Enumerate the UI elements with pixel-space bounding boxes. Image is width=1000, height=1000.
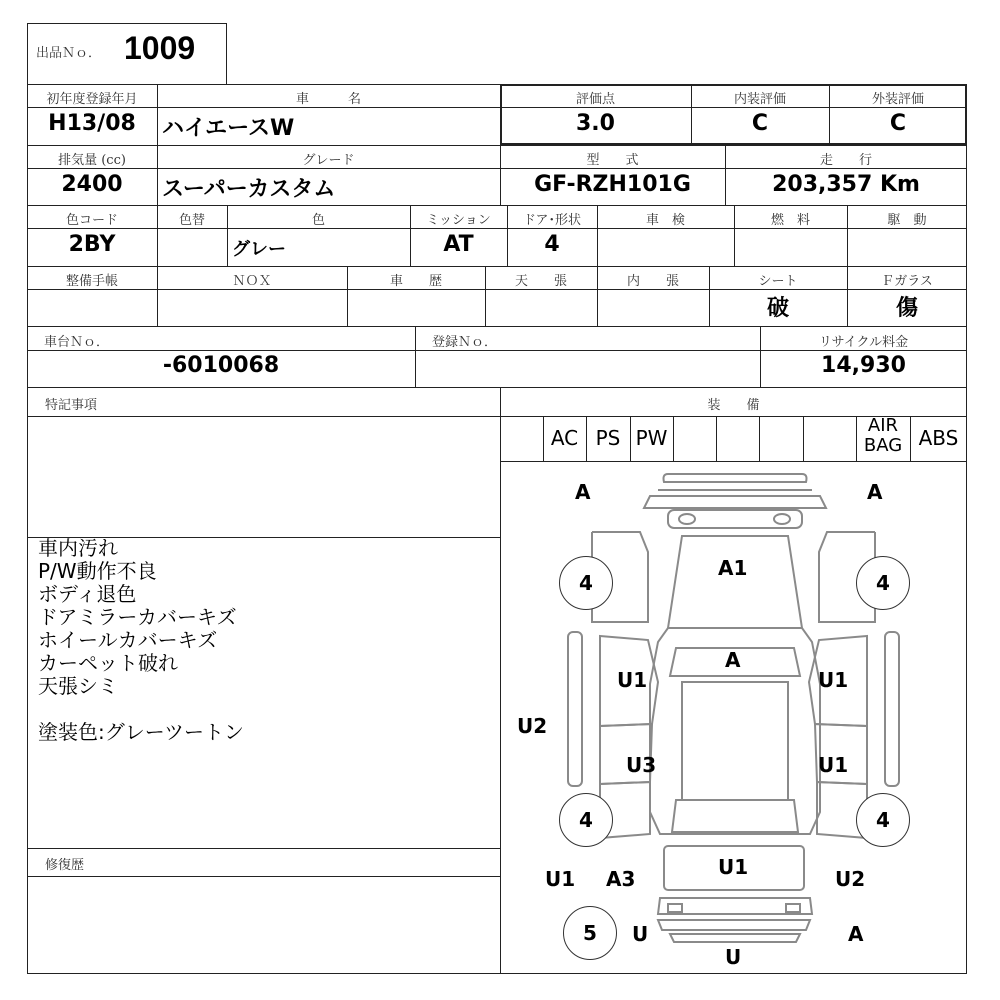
mission-value: AT <box>443 232 474 257</box>
label-model: 型 式 <box>586 153 639 168</box>
label-glass: Ｆガラス <box>881 274 933 289</box>
note-line: カーペット破れ <box>38 651 178 675</box>
label-doors: ドア･形状 <box>522 213 582 228</box>
damage-rear-left2: A3 <box>606 867 636 891</box>
divider <box>27 168 967 169</box>
car-diagram <box>500 462 967 974</box>
divider <box>803 416 804 461</box>
tire-spare: 5 <box>563 906 617 960</box>
label-color-change: 色替 <box>178 213 205 228</box>
divider <box>27 387 967 388</box>
note-line: 天張シミ <box>38 674 118 698</box>
label-color-code: 色コード <box>65 213 118 228</box>
label-car-name: 車 名 <box>295 92 361 107</box>
label-headliner: 内 張 <box>626 274 679 289</box>
first-reg-value: H13/08 <box>48 111 136 136</box>
damage-bumper-bottom: U <box>725 945 742 969</box>
chassis-no-value: -6010068 <box>162 353 280 378</box>
note-line: 塗装色:グレーツートン <box>38 720 244 744</box>
color-value: グレー <box>232 239 286 260</box>
damage-bumper-right: A <box>848 922 864 946</box>
equipment-pw: PW <box>635 426 668 450</box>
damage-left-front-door: U1 <box>617 668 648 692</box>
divider <box>27 107 967 108</box>
equipment-abs: ABS <box>918 426 959 450</box>
label-mileage: 走 行 <box>819 153 872 168</box>
label-reg-no: 登録Ｎｏ． <box>432 335 498 350</box>
divider <box>27 145 967 146</box>
label-interior: 内装評価 <box>733 92 786 107</box>
divider <box>415 326 416 387</box>
damage-bumper-left: U <box>632 922 649 946</box>
damage-left-side: U2 <box>517 714 548 738</box>
divider <box>27 289 967 290</box>
label-notes: 特記事項 <box>45 398 98 413</box>
label-color: 色 <box>311 213 325 228</box>
damage-rear-left: U1 <box>545 867 576 891</box>
damage-hood: A1 <box>718 556 748 580</box>
equipment-ac: AC <box>550 426 579 450</box>
equipment-ps: PS <box>595 426 621 450</box>
tire-front-right: 4 <box>856 556 910 610</box>
damage-rear-right: U2 <box>835 867 866 891</box>
displacement-value: 2400 <box>61 172 123 197</box>
divider <box>716 416 717 461</box>
label-nox: ＮＯＸ <box>232 274 272 289</box>
grade-value: スーパーカスタム <box>162 177 336 202</box>
note-line: ドアミラーカバーキズ <box>38 605 237 629</box>
label-mission: ミッション <box>426 213 491 228</box>
note-line: 車内汚れ <box>38 536 118 560</box>
divider <box>27 266 967 267</box>
score-value: 3.0 <box>576 111 615 136</box>
color-code-value: 2BY <box>68 232 116 257</box>
glass-value: 傷 <box>895 295 918 321</box>
label-seat: シート <box>758 274 798 289</box>
divider <box>27 350 967 351</box>
label-sunroof: 天 張 <box>514 274 567 289</box>
recycle-value: 14,930 <box>821 353 906 378</box>
label-recycle: リサイクル料金 <box>818 335 909 350</box>
label-service-book: 整備手帳 <box>65 274 118 289</box>
damage-roof-front: A <box>725 648 741 672</box>
note-line: P/W動作不良 <box>38 559 157 583</box>
label-equipment: 装 備 <box>707 398 760 413</box>
label-first-reg: 初年度登録年月 <box>46 92 138 107</box>
divider <box>27 848 500 849</box>
label-drive: 駆 動 <box>887 213 927 228</box>
damage-right-rear: U1 <box>818 753 849 777</box>
note-line: ボディ退色 <box>38 582 137 606</box>
damage-front-left: A <box>575 480 591 504</box>
note-line: ホイールカバーキズ <box>38 628 218 652</box>
label-repair: 修復歴 <box>45 858 85 873</box>
tire-rear-right: 4 <box>856 793 910 847</box>
damage-front-right: A <box>867 480 883 504</box>
divider <box>27 416 967 417</box>
label-fuel: 燃 料 <box>770 213 810 228</box>
label-score: 評価点 <box>575 92 615 107</box>
divider <box>27 228 967 229</box>
damage-right-front-door: U1 <box>818 668 849 692</box>
model-value: GF-RZH101G <box>534 172 691 197</box>
equipment-airbag: AIR BAG <box>863 415 903 456</box>
doors-value: 4 <box>544 232 560 257</box>
interior-value: C <box>751 111 769 136</box>
label-chassis-no: 車台Ｎｏ． <box>44 335 110 350</box>
divider <box>27 326 967 327</box>
seat-value: 破 <box>766 295 789 321</box>
label-grade: グレード <box>302 153 355 168</box>
label-history: 車 歴 <box>389 274 442 289</box>
exterior-value: C <box>889 111 907 136</box>
divider <box>27 876 500 877</box>
divider <box>759 416 760 461</box>
car-name-value: ハイエースW <box>162 116 295 141</box>
tire-rear-left: 4 <box>559 793 613 847</box>
divider <box>27 205 967 206</box>
lot-label: 出品Ｎｏ． <box>36 46 102 61</box>
damage-rear-center: U1 <box>718 855 749 879</box>
damage-left-rear: U3 <box>626 753 657 777</box>
mileage-value: 203,357 Km <box>772 172 920 197</box>
lot-number: 1009 <box>124 30 196 66</box>
label-inspection: 車 検 <box>645 213 685 228</box>
label-displacement: 排気量 (cc) <box>58 153 126 168</box>
divider <box>673 416 674 461</box>
label-exterior: 外装評価 <box>871 92 924 107</box>
tire-front-left: 4 <box>559 556 613 610</box>
